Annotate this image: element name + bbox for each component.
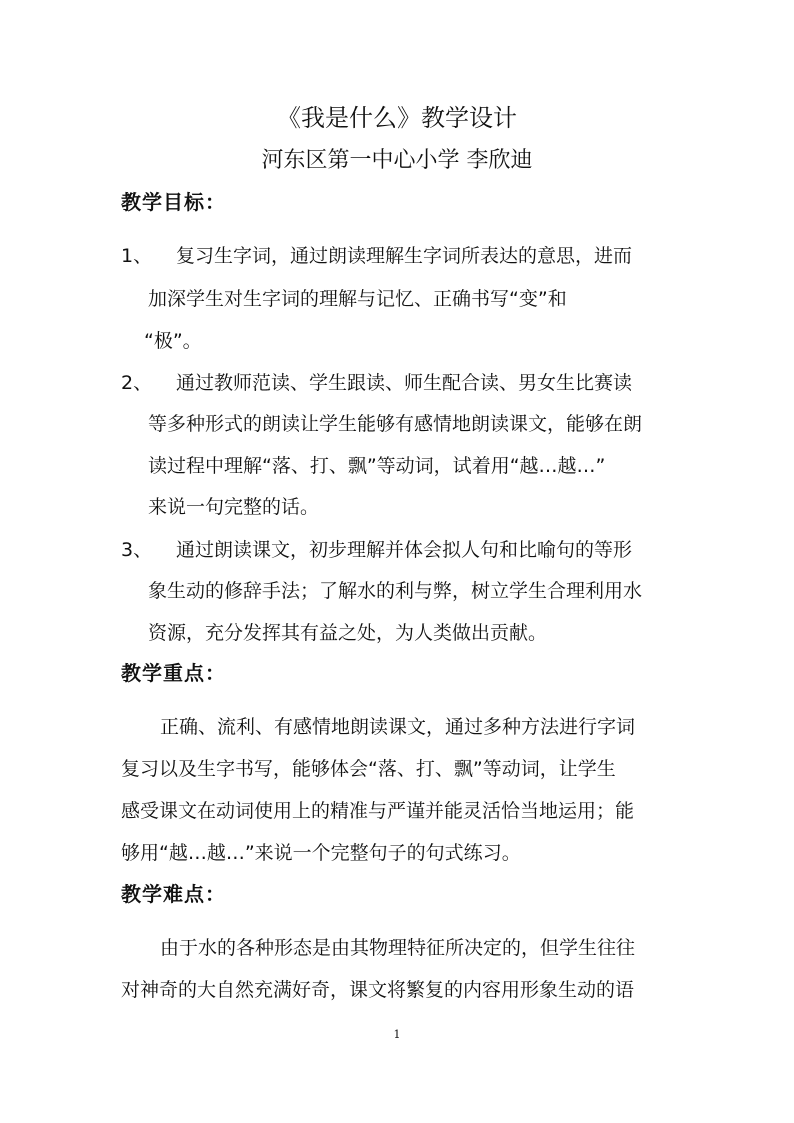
objective-3-line: 资源，充分发挥其有益之处，为人类做出贡献。 bbox=[148, 622, 548, 644]
objective-2-line: 来说一句完整的话。 bbox=[148, 496, 320, 518]
objective-2-line: 等多种形式的朗读让学生能够有感情地朗读课文，能够在朗 bbox=[148, 413, 643, 435]
objective-1-line: 加深学生对生字词的理解与记忆、正确书写“变”和 bbox=[148, 288, 567, 310]
objective-1-line: 复习生字词，通过朗读理解生字词所表达的意思，进而 bbox=[176, 245, 633, 267]
page-number: 1 bbox=[393, 1028, 401, 1041]
objective-3-line: 通过朗读课文，初步理解并体会拟人句和比喻句的等形 bbox=[176, 539, 633, 561]
difficulties-heading: 教学难点： bbox=[121, 882, 226, 906]
objective-3-line: 象生动的修辞手法；了解水的利与弊，树立学生合理利用水 bbox=[148, 580, 643, 602]
difficulties-line: 由于水的各种形态是由其物理特征所决定的，但学生往往 bbox=[160, 937, 636, 959]
key-points-line: 够用“越…越…”来说一个完整句子的句式练习。 bbox=[121, 842, 521, 864]
key-points-heading: 教学重点： bbox=[121, 661, 226, 685]
objective-number: 2、 bbox=[121, 372, 153, 394]
objective-2-line: 通过教师范读、学生跟读、师生配合读、男女生比赛读 bbox=[176, 372, 633, 394]
objective-number: 1、 bbox=[121, 245, 153, 267]
key-points-line: 正确、流利、有感情地朗读课文，通过多种方法进行字词 bbox=[160, 716, 636, 738]
document-title: 《我是什么》教学设计 bbox=[277, 104, 517, 132]
objective-2-line: 读过程中理解“落、打、飘”等动词，试着用“越…越…” bbox=[148, 455, 606, 477]
key-points-line: 复习以及生字书写，能够体会“落、打、飘”等动词，让学生 bbox=[121, 758, 616, 780]
author-line: 河东区第一中心小学 李欣迪 bbox=[261, 148, 533, 173]
key-points-line: 感受课文在动词使用上的精准与严谨并能灵活恰当地运用；能 bbox=[121, 800, 635, 822]
difficulties-line: 对神奇的大自然充满好奇，课文将繁复的内容用形象生动的语 bbox=[121, 979, 635, 1001]
objectives-heading: 教学目标： bbox=[121, 190, 226, 214]
objective-1-line: “极”。 bbox=[144, 330, 202, 352]
objective-number: 3、 bbox=[121, 539, 153, 561]
